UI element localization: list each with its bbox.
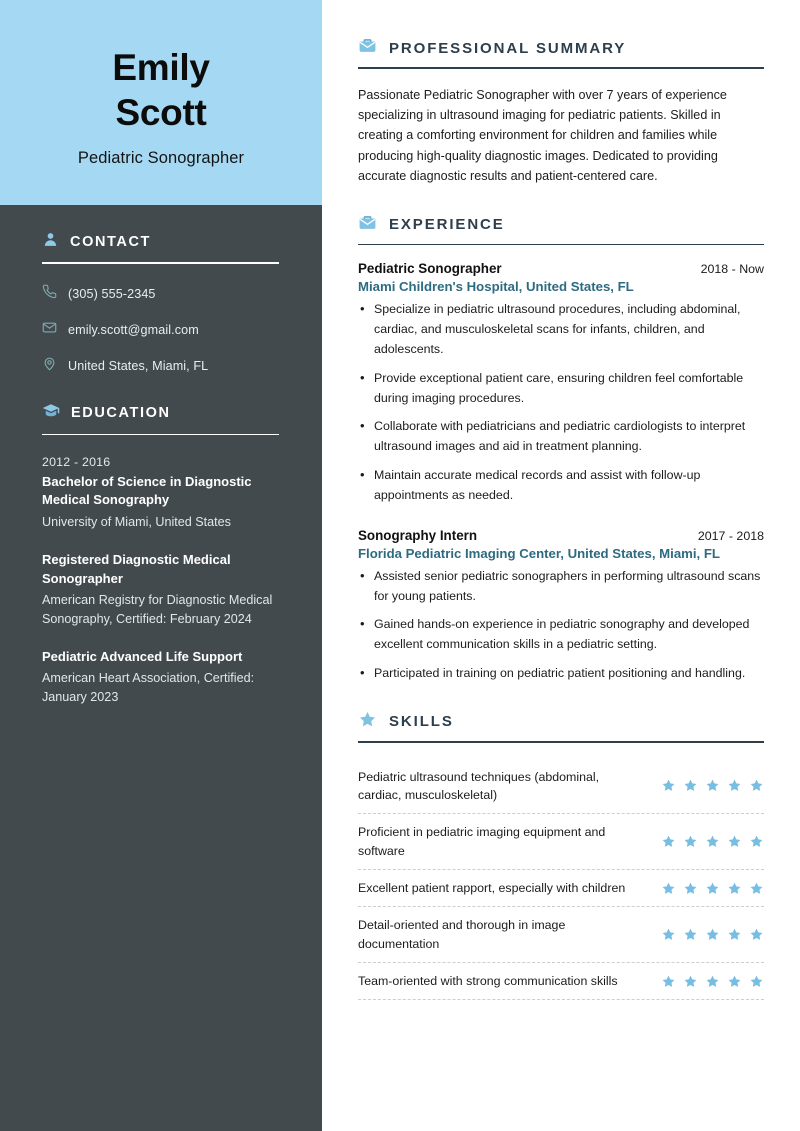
star-icon	[727, 974, 742, 989]
education-item	[42, 648, 294, 706]
star-icon	[705, 778, 720, 793]
star-icon	[705, 881, 720, 896]
skills-divider	[358, 741, 764, 743]
skills-section-header	[358, 710, 764, 734]
job-bullet: • Gained hands-on experience in pediatric sonography and developed excellent communication skills in a pediatric setting.	[358, 615, 764, 655]
contact-item-location[interactable]	[42, 356, 294, 376]
job-header	[358, 528, 764, 543]
star-icon	[749, 834, 764, 849]
job-bullet: • Specialize in pediatric ultrasound procedures, including abdominal, cardiac, and musculoskeletal scans for infants, children, and adolescents.	[358, 300, 764, 360]
skill-rating-stars	[661, 881, 764, 896]
last-name: Scott	[115, 92, 207, 133]
star-icon	[727, 881, 742, 896]
skill-rating-stars	[661, 974, 764, 989]
education-school: University of Miami, United States	[42, 514, 231, 529]
contact-item-email[interactable]	[42, 320, 294, 340]
email-value: emily.scott@gmail.com	[68, 322, 199, 337]
first-name: Emily	[112, 46, 210, 88]
experience-section	[358, 213, 764, 684]
star-icon	[683, 778, 698, 793]
sidebar	[0, 0, 322, 1131]
star-icon	[661, 778, 676, 793]
education-date: 2012 - 2016	[42, 455, 111, 469]
graduation-cap-icon	[42, 402, 60, 425]
skills-title: SKILLS	[389, 713, 454, 731]
education-degree: Pediatric Advanced Life Support	[42, 648, 243, 664]
job-company: Miami Children's Hospital, United States, FL	[358, 279, 634, 295]
education-degree: Bachelor of Science in Diagnostic Medical Sonography	[42, 474, 252, 508]
sidebar-body	[0, 205, 322, 756]
person-icon	[42, 231, 59, 253]
experience-job	[358, 528, 764, 684]
skill-row	[358, 963, 764, 1000]
star-icon	[749, 927, 764, 942]
skills-section	[358, 710, 764, 1000]
star-icon	[358, 710, 377, 734]
star-icon	[727, 834, 742, 849]
education-degree: Registered Diagnostic Medical Sonographer	[42, 552, 231, 586]
skill-rating-stars	[661, 927, 764, 942]
professional-summary-section	[358, 36, 764, 187]
education-divider	[42, 434, 279, 436]
contact-section-header	[42, 231, 294, 253]
star-icon	[683, 834, 698, 849]
contact-title: CONTACT	[70, 234, 152, 250]
education-school: American Heart Association, Certified: January 2023	[42, 671, 255, 704]
education-item	[42, 551, 294, 628]
star-icon	[749, 778, 764, 793]
skill-name: Detail-oriented and thorough in image documentation	[358, 918, 566, 951]
location-value: United States, Miami, FL	[68, 358, 209, 373]
envelope-icon	[42, 320, 57, 340]
location-pin-icon	[42, 356, 57, 376]
star-icon	[683, 881, 698, 896]
star-icon	[683, 927, 698, 942]
job-header	[358, 261, 764, 276]
star-icon	[683, 974, 698, 989]
experience-job	[358, 261, 764, 506]
job-role: Pediatric Sonographer	[358, 261, 502, 277]
skill-name: Pediatric ultrasound techniques (abdominal, cardiac, musculoskeletal)	[358, 769, 600, 802]
skill-name: Team-oriented with strong communication skills	[358, 974, 618, 989]
skill-row	[358, 814, 764, 870]
skill-row	[358, 907, 764, 963]
experience-divider	[358, 244, 764, 246]
summary-title: PROFESSIONAL SUMMARY	[389, 39, 627, 57]
job-bullet: • Assisted senior pediatric sonographers in performing ultrasound scans for young patients.	[358, 567, 764, 607]
education-school: American Registry for Diagnostic Medical Sonography, Certified: February 2024	[42, 593, 273, 626]
skill-name: Excellent patient rapport, especially with children	[358, 880, 626, 895]
job-role: Sonography Intern	[358, 527, 478, 543]
job-bullet: • Collaborate with pediatricians and pediatric cardiologists to interpret ultrasound images and aid in treatment planning.	[358, 417, 764, 457]
star-icon	[705, 927, 720, 942]
education-title: EDUCATION	[71, 405, 171, 421]
summary-text: Passionate Pediatric Sonographer with over 7 years of experience specializing in ultrasound imaging for pediatric patients. Skilled in creating a comforting environment for children and families while producing high-quality diagnostic images. Dedicated to providing accurate diagnostic results and patient-centered care.	[358, 87, 727, 184]
job-dates: 2017 - 2018	[697, 528, 764, 543]
job-dates: 2018 - Now	[700, 262, 764, 277]
star-icon	[705, 974, 720, 989]
skill-row	[358, 870, 764, 907]
skill-rating-stars	[661, 778, 764, 793]
phone-icon	[42, 284, 57, 304]
star-icon	[727, 778, 742, 793]
star-icon	[749, 974, 764, 989]
briefcase-icon	[358, 213, 377, 237]
main-content	[322, 0, 800, 1131]
job-bullet: • Provide exceptional patient care, ensuring children feel comfortable during imaging procedures.	[358, 369, 764, 409]
phone-value: (305) 555-2345	[68, 286, 156, 301]
experience-section-header	[358, 213, 764, 237]
job-bullet: • Maintain accurate medical records and assist with follow-up appointments as needed.	[358, 466, 764, 506]
star-icon	[661, 974, 676, 989]
education-section	[42, 402, 294, 707]
star-icon	[727, 927, 742, 942]
job-bullet: • Participated in training on pediatric patient positioning and handling.	[358, 664, 764, 684]
name-header-block	[0, 0, 322, 205]
star-icon	[749, 881, 764, 896]
skill-row	[358, 759, 764, 815]
experience-title: EXPERIENCE	[389, 216, 505, 234]
contact-item-phone[interactable]	[42, 284, 294, 304]
job-bullets	[358, 567, 764, 684]
education-section-header	[42, 402, 294, 425]
job-title: Pediatric Sonographer	[77, 149, 245, 168]
star-icon	[661, 927, 676, 942]
job-bullets	[358, 300, 764, 506]
education-item	[42, 455, 294, 531]
job-company: Florida Pediatric Imaging Center, United States, Miami, FL	[358, 545, 720, 561]
skill-rating-stars	[661, 834, 764, 849]
summary-divider	[358, 67, 764, 69]
briefcase-icon	[358, 36, 377, 60]
contact-section	[42, 231, 294, 376]
star-icon	[661, 834, 676, 849]
star-icon	[705, 834, 720, 849]
contact-divider	[42, 262, 279, 264]
skill-name: Proficient in pediatric imaging equipment and software	[358, 825, 606, 858]
summary-section-header	[358, 36, 764, 60]
star-icon	[661, 881, 676, 896]
